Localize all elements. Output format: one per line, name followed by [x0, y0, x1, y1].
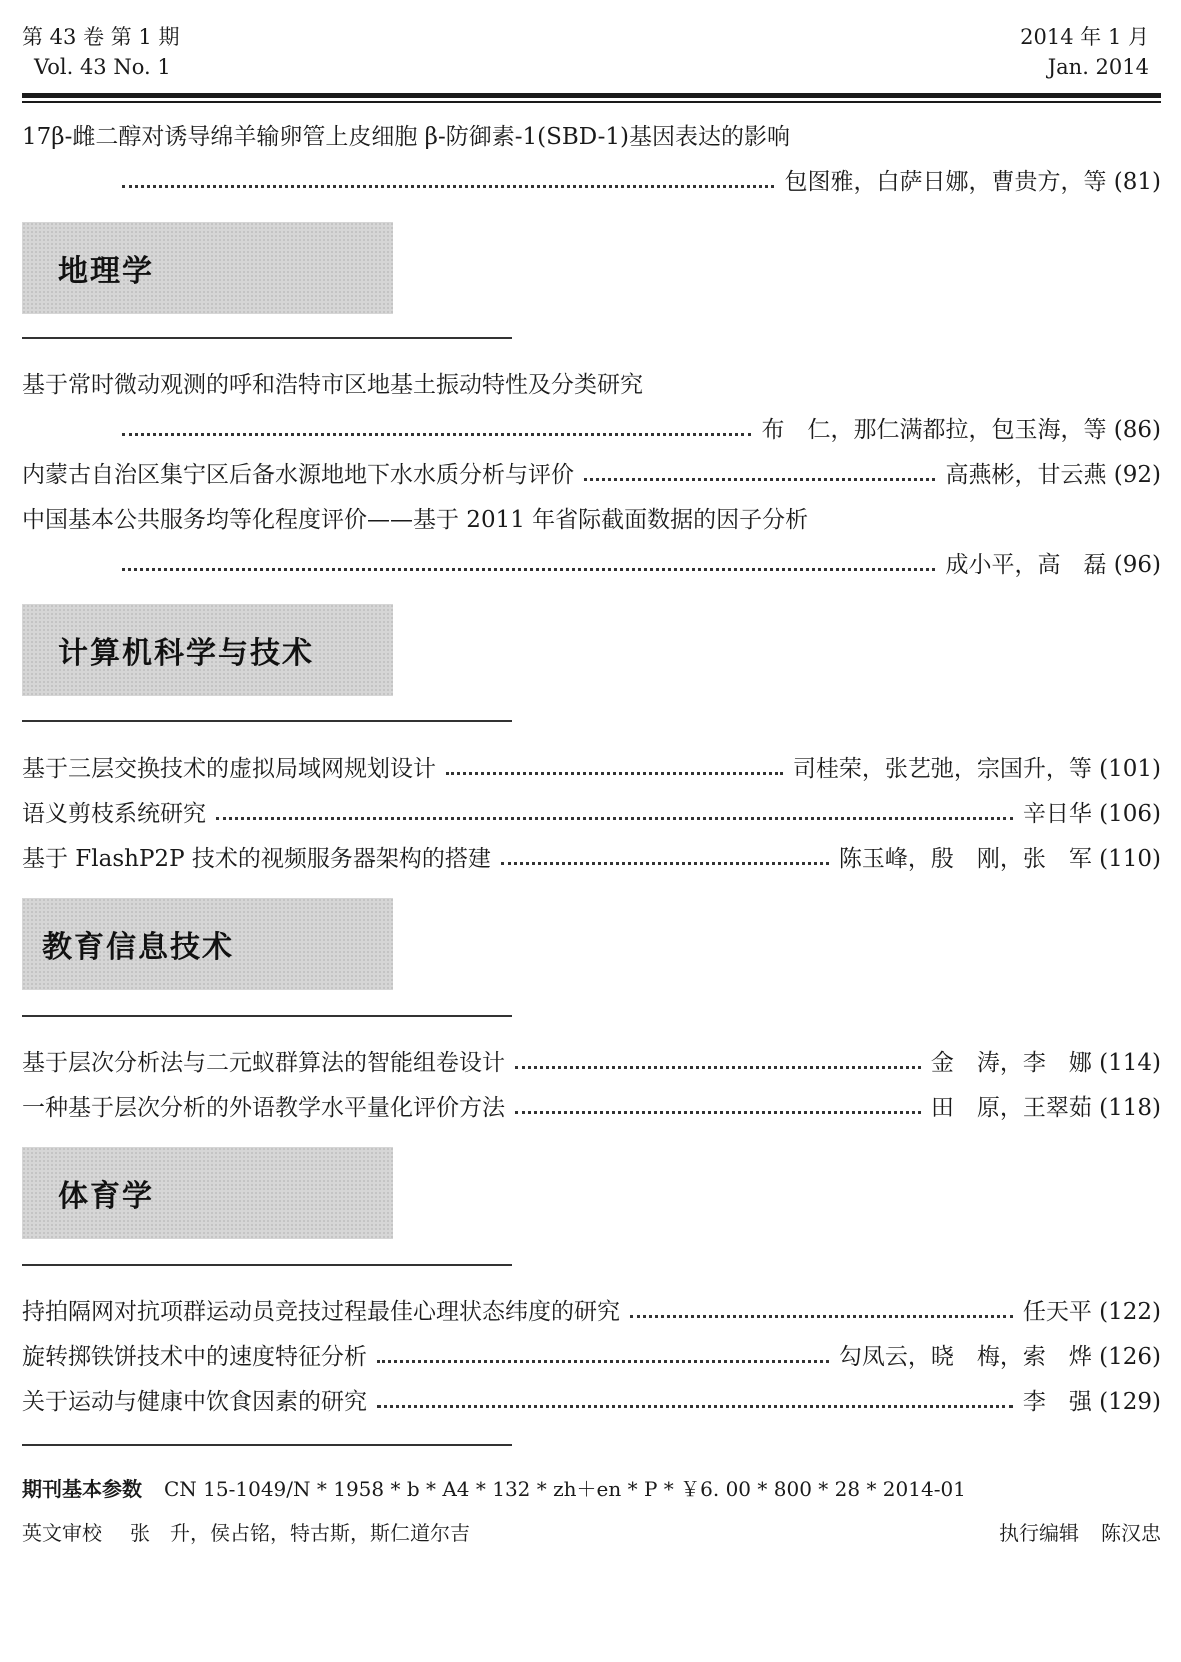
toc-entry-title: 中国基本公共服务均等化程度评价——基于 2011 年省际截面数据的因子分析 [22, 507, 809, 533]
dot-leader [584, 478, 935, 481]
dot-leader [515, 1111, 921, 1114]
toc-entry-title: 基于常时微动观测的呼和浩特市区地基土振动特性及分类研究 [22, 372, 643, 398]
toc-entry-title: 基于三层交换技术的虚拟局域网规划设计 [22, 756, 436, 782]
toc-entry-title: 基于 FlashP2P 技术的视频服务器架构的搭建 [22, 846, 491, 872]
toc-entry-title: 关于运动与健康中饮食因素的研究 [22, 1389, 367, 1415]
toc-entry [22, 1046, 1161, 1080]
volume-en: Vol. 43 No. 1 [34, 55, 171, 79]
section-rule [22, 720, 512, 722]
section-rule [22, 1015, 512, 1017]
editor-label: 执行编辑 [999, 1521, 1079, 1545]
dot-leader [122, 185, 774, 188]
dot-leader [515, 1066, 921, 1069]
dot-leader [122, 568, 935, 571]
date-cn: 2014 年 1 月 [1020, 25, 1149, 49]
toc-entry-title: 内蒙古自治区集宁区后备水源地地下水水质分析与评价 [22, 462, 574, 488]
params-label: 期刊基本参数 [22, 1477, 142, 1501]
date-en: Jan. 2014 [1047, 55, 1149, 79]
footer-rule [22, 1444, 512, 1446]
toc-entry-authors: 勾凤云，晓 梅，索 烨 (126) [838, 1344, 1161, 1370]
section-heading-education-it: 教育信息技术 [22, 898, 393, 990]
toc-entry [22, 1091, 1161, 1125]
reviewer-names: 张 升，侯占铭，特古斯，斯仁道尔吉 [130, 1521, 470, 1545]
toc-entry-title: 旋转掷铁饼技术中的速度特征分析 [22, 1344, 367, 1370]
params-value: CN 15-1049/N * 1958 * b * A4 * 132 * zh＋en * P * ￥6. 00 * 800 * 28 * 2014-01 [164, 1477, 966, 1501]
toc-entry-title: 17β-雌二醇对诱导绵羊输卵管上皮细胞 β-防御素-1(SBD-1)基因表达的影响 [22, 124, 790, 150]
header-rule-thick [22, 93, 1161, 98]
section-heading-sports: 体育学 [22, 1147, 393, 1239]
toc-entry-authors: 辛日华 (106) [1022, 801, 1161, 827]
toc-entry-title: 语义剪枝系统研究 [22, 801, 206, 827]
dot-leader [630, 1315, 1013, 1318]
section-heading-geography: 地理学 [22, 222, 393, 314]
section-rule [22, 337, 512, 339]
toc-entry-authors-line [22, 548, 1161, 582]
toc-entry-authors: 司桂荣，张艺弛，宗国升，等 (101) [792, 756, 1161, 782]
journal-params [22, 1474, 1161, 1504]
toc-entry-authors: 布 仁，那仁满都拉，包玉海，等 (86) [761, 417, 1161, 443]
header-rule-thin [22, 101, 1161, 103]
toc-entry-title: 持拍隔网对抗项群运动员竞技过程最佳心理状态纬度的研究 [22, 1299, 620, 1325]
toc-entry-authors-line [22, 413, 1161, 447]
section-heading-computer-science: 计算机科学与技术 [22, 604, 393, 696]
toc-entry-title: 一种基于层次分析的外语教学水平量化评价方法 [22, 1095, 505, 1121]
dot-leader [377, 1360, 829, 1363]
toc-entry [22, 842, 1161, 876]
toc-entry [22, 752, 1161, 786]
editor-name: 陈汉忠 [1101, 1521, 1161, 1545]
toc-entry [22, 1340, 1161, 1374]
toc-entry-authors-line [22, 165, 1161, 199]
journal-date-block [1020, 22, 1149, 82]
reviewer-label: 英文审校 [22, 1521, 102, 1545]
section-rule [22, 1264, 512, 1266]
toc-entry-authors: 任天平 (122) [1022, 1299, 1161, 1325]
toc-entry [22, 1385, 1161, 1419]
toc-entry [22, 1295, 1161, 1329]
journal-volume-block [22, 22, 179, 82]
toc-entry [22, 458, 1161, 492]
toc-entry-authors: 金 涛，李 娜 (114) [930, 1050, 1161, 1076]
toc-entry-authors: 田 原，王翠茹 (118) [930, 1095, 1161, 1121]
toc-entry-authors: 高燕彬，甘云燕 (92) [945, 462, 1161, 488]
toc-entry-authors: 陈玉峰，殷 刚，张 军 (110) [838, 846, 1161, 872]
toc-entry [22, 797, 1161, 831]
dot-leader [377, 1405, 1013, 1408]
editorial-credits [22, 1518, 1161, 1548]
dot-leader [122, 433, 751, 436]
toc-entry-authors: 成小平，高 磊 (96) [945, 552, 1161, 578]
dot-leader [501, 862, 829, 865]
dot-leader [446, 772, 783, 775]
toc-entry-authors: 李 强 (129) [1022, 1389, 1161, 1415]
dot-leader [216, 817, 1013, 820]
toc-entry-title: 基于层次分析法与二元蚁群算法的智能组卷设计 [22, 1050, 505, 1076]
toc-entry-authors: 包图雅，白萨日娜，曹贵方，等 (81) [784, 169, 1161, 195]
volume-cn: 第 43 卷 第 1 期 [22, 25, 180, 49]
